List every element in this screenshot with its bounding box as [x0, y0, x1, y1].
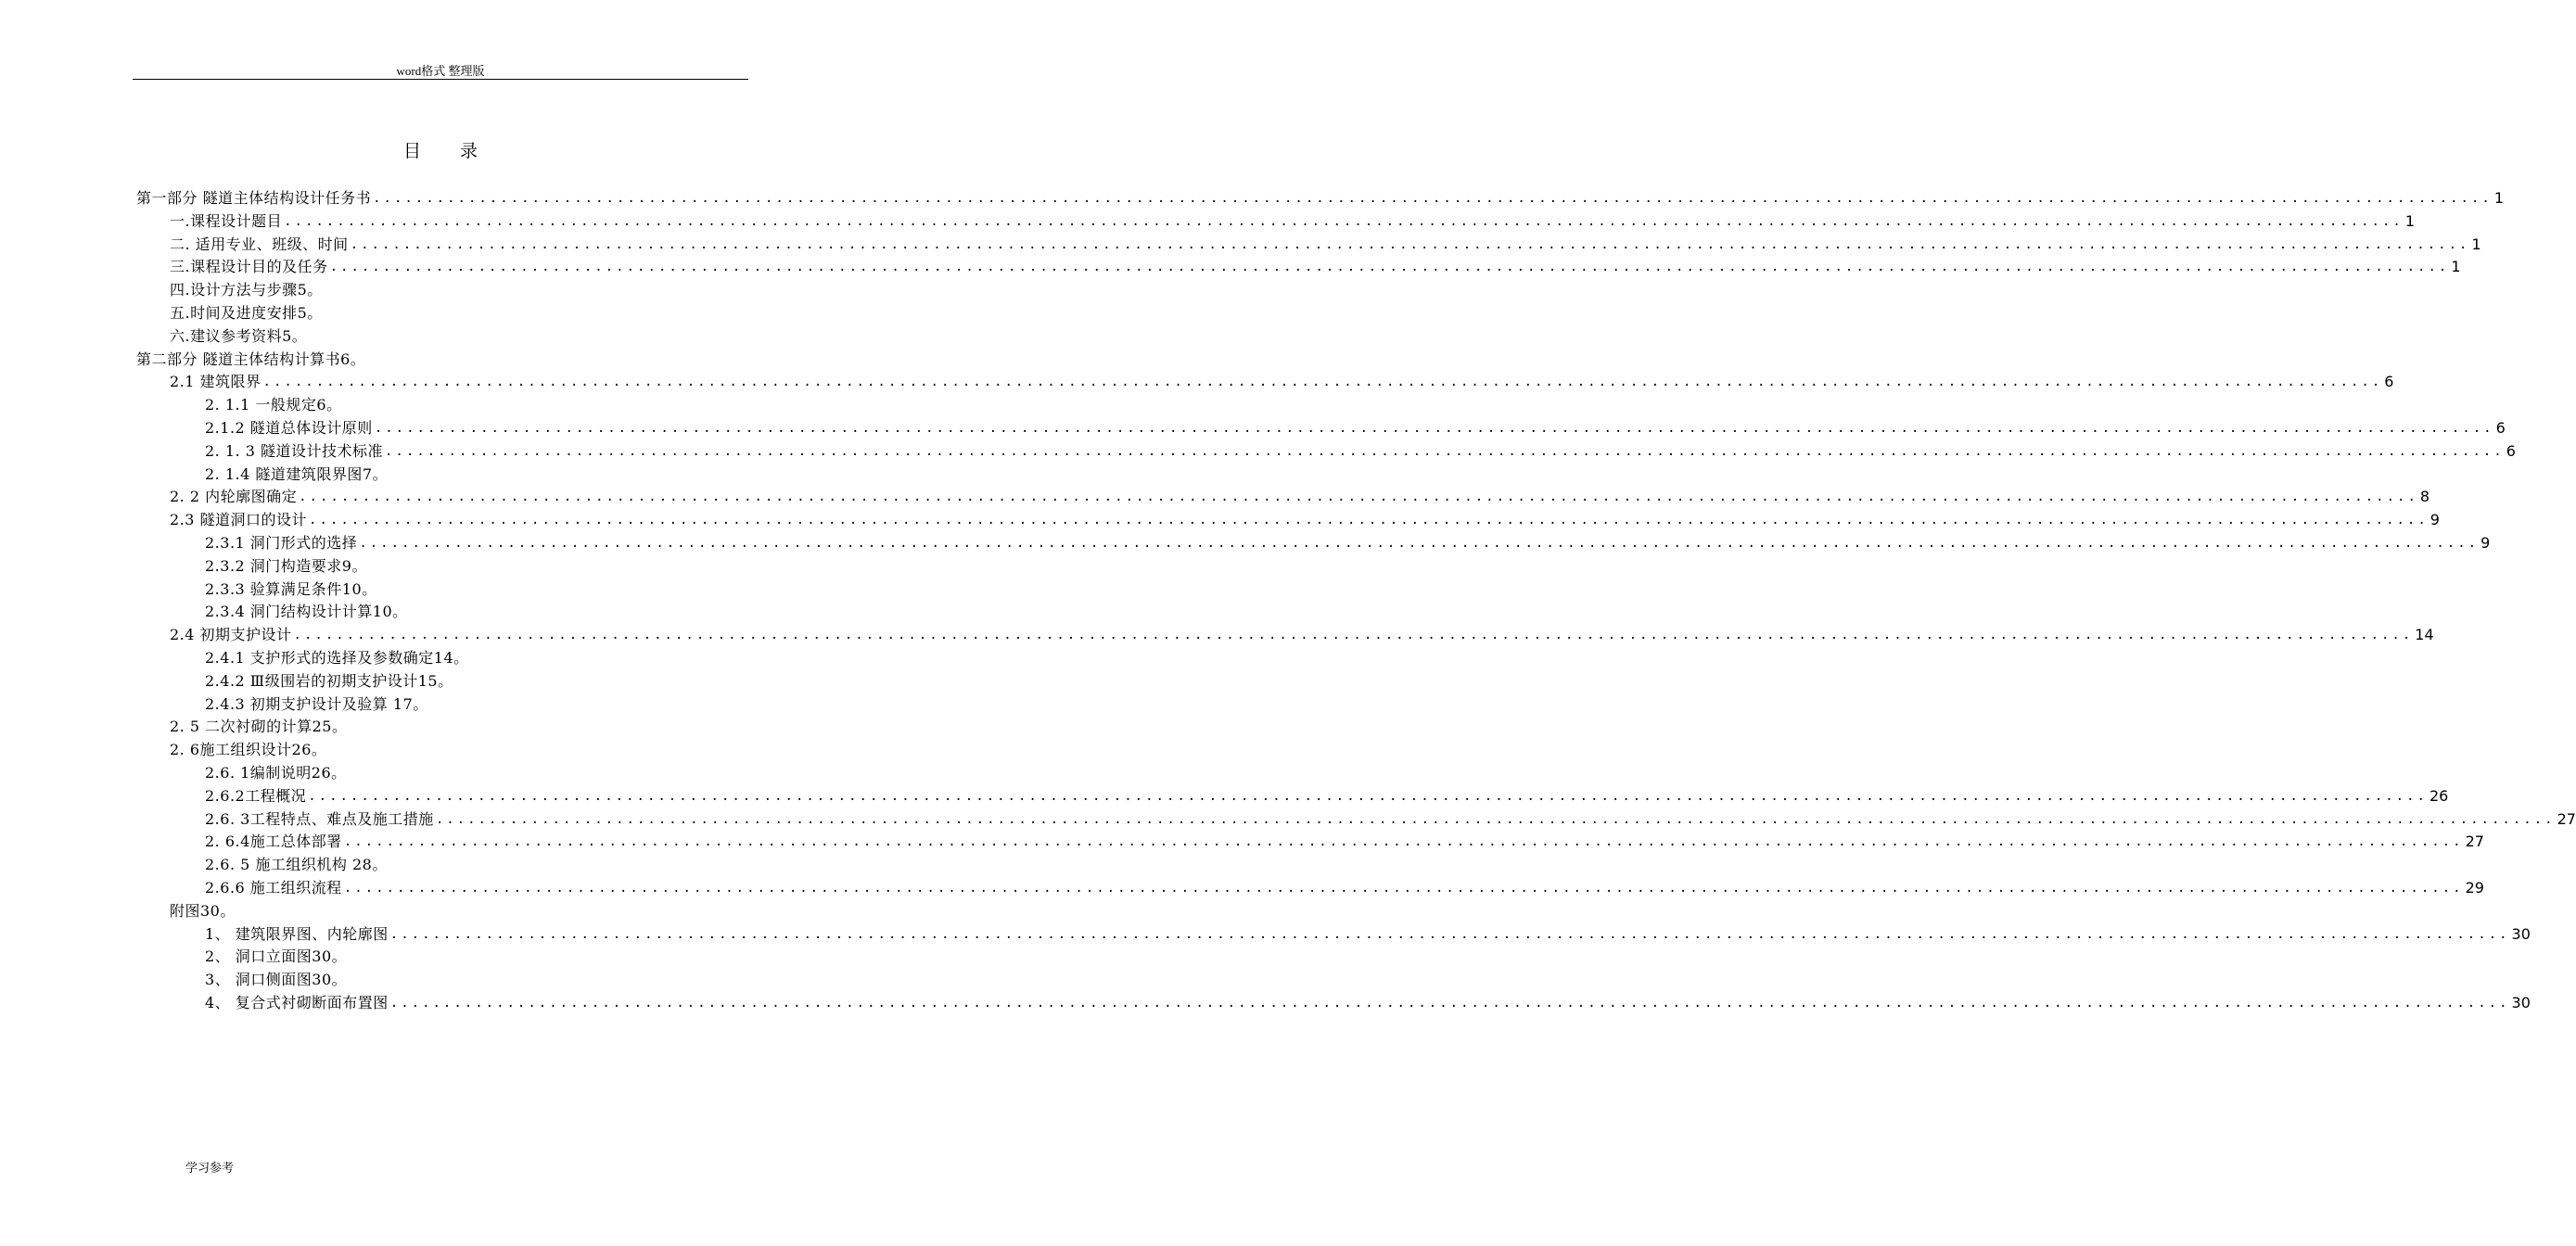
toc-entry[interactable] [205, 414, 2506, 438]
toc-dot-leader: ........................................................................................................................................................................................................ [359, 536, 2480, 551]
toc-entry[interactable] [205, 921, 2531, 944]
toc-entry-page: 1 [2471, 235, 2481, 253]
toc-entry-label: 2.4 初期支护设计 [170, 626, 292, 644]
toc-entry[interactable] [170, 299, 323, 323]
toc-entry-page: 27 [2465, 833, 2484, 851]
toc-dot-leader: ........................................................................................................................................................................................................ [374, 421, 2494, 436]
toc-entry-page: 27 [2557, 809, 2576, 828]
toc-entry[interactable] [170, 506, 2440, 529]
toc-entry-label: 第一部分 隧道主体结构设计任务书 [136, 189, 372, 207]
toc-entry-label: 三.课程设计目的及任务 [170, 258, 328, 276]
toc-title: 目 录 [402, 141, 495, 161]
toc-entry[interactable] [205, 943, 347, 966]
toc-entry[interactable] [170, 253, 2461, 276]
toc-entry[interactable] [170, 208, 2416, 231]
toc-dot-leader: ........................................................................................................................................................................................................ [293, 628, 2414, 643]
toc-entry[interactable] [205, 759, 347, 782]
toc-entry-label: 2. 5 二次衬砌的计算25。 [170, 718, 348, 736]
toc-entry-label: 2.4.3 初期支护设计及验算 17。 [205, 694, 428, 713]
toc-entry-label: 2. 1.1 一般规定6。 [205, 396, 342, 414]
toc-entry[interactable] [205, 989, 2531, 1012]
toc-entry[interactable] [205, 438, 2516, 461]
toc-entry-label: 4、 复合式衬砌断面布置图 [205, 994, 389, 1011]
toc-entry-label: 2.6. 1编制说明26。 [205, 764, 347, 782]
toc-dot-leader: ........................................................................................................................................................................................................ [373, 191, 2493, 206]
toc-entry-label: 附图30。 [170, 901, 236, 920]
page-footer: 学习参考 [185, 1162, 235, 1176]
toc-entry[interactable] [205, 691, 428, 714]
page-header: word格式 整理版 [396, 64, 485, 78]
toc-entry-label: 2.3.2 洞门构造要求9。 [205, 556, 367, 575]
toc-entry[interactable] [205, 644, 469, 668]
toc-entry-page: 1 [2404, 211, 2416, 230]
toc-entry[interactable] [205, 553, 367, 576]
toc-entry-page: 30 [2511, 994, 2531, 1011]
toc-entry[interactable] [205, 828, 2484, 851]
toc-entry[interactable] [170, 231, 2481, 254]
toc-entry-page: 30 [2511, 924, 2531, 943]
toc-entry[interactable] [205, 806, 2576, 829]
toc-entry-label: 五.时间及进度安排5。 [170, 304, 323, 322]
toc-entry[interactable] [205, 461, 388, 484]
toc-entry[interactable] [170, 483, 2430, 506]
toc-dot-leader: ........................................................................................................................................................................................................ [343, 881, 2464, 896]
toc-entry[interactable] [170, 897, 236, 921]
toc-entry-page: 26 [2429, 786, 2449, 805]
toc-entry-page: 29 [2465, 879, 2484, 896]
toc-entry-label: 一.课程设计题目 [170, 211, 283, 230]
toc-entry-page: 1 [2493, 189, 2505, 207]
toc-entry-label: 2、 洞口立面图30。 [205, 947, 348, 966]
toc-entry-page: 14 [2415, 626, 2434, 644]
toc-entry[interactable] [170, 368, 2394, 391]
toc-entry-label: 2.4.1 支护形式的选择及参数确定14。 [205, 649, 469, 667]
toc-entry-label: 2.6. 3工程特点、难点及施工措施 [205, 809, 434, 828]
toc-entry[interactable] [170, 713, 347, 736]
toc-entry[interactable] [205, 851, 388, 874]
toc-dot-leader: ........................................................................................................................................................................................................ [309, 513, 2429, 528]
toc-entry[interactable] [205, 668, 453, 691]
toc-entry-label: 2. 1. 3 隧道设计技术标准 [205, 441, 383, 460]
toc-entry-label: 第二部分 隧道主体结构计算书6。 [136, 350, 366, 368]
toc-dot-leader: ........................................................................................................................................................................................................ [262, 375, 2383, 390]
toc-entry[interactable] [136, 346, 365, 369]
toc-entry[interactable] [170, 323, 307, 346]
toc-entry-page: 9 [2480, 534, 2491, 552]
toc-entry-label: 2. 6.4施工总体部署 [205, 833, 342, 851]
toc-entry-label: 2.3.1 洞门形式的选择 [205, 534, 358, 552]
toc-entry[interactable] [205, 529, 2491, 553]
toc-dot-leader: ........................................................................................................................................................................................................ [384, 443, 2505, 459]
toc-entry[interactable] [136, 184, 2505, 208]
toc-entry-label: 1、 建筑限界图、内轮廓图 [205, 924, 389, 943]
toc-entry-label: 2.1 建筑限界 [170, 373, 261, 391]
toc-entry-page: 6 [2495, 419, 2506, 437]
toc-entry-page: 6 [2506, 441, 2516, 460]
toc-entry-label: 二. 适用专业、班级、时间 [170, 235, 349, 253]
toc-entry-label: 四.设计方法与步骤5。 [170, 281, 323, 299]
toc-entry-label: 2.6.2工程概况 [205, 786, 307, 805]
header-rule [133, 79, 748, 80]
toc-dot-leader: ........................................................................................................................................................................................................ [308, 788, 2428, 804]
toc-entry-label: 2. 1.4 隧道建筑限界图7。 [205, 464, 389, 483]
toc-entry-page: 6 [2384, 373, 2394, 391]
toc-entry-label: 2.1.2 隧道总体设计原则 [205, 419, 373, 437]
toc-entry[interactable] [170, 276, 323, 299]
toc-entry[interactable] [205, 782, 2449, 806]
toc-dot-leader: ........................................................................................................................................................................................................ [299, 490, 2418, 505]
toc-entry-label: 2.4.2 Ⅲ级围岩的初期支护设计15。 [205, 671, 453, 690]
toc-entry-label: 2.3.3 验算满足条件10。 [205, 579, 377, 598]
toc-entry-page: 1 [2451, 258, 2461, 276]
toc-entry-label: 2.3.4 洞门结构设计计算10。 [205, 603, 408, 621]
toc-entry[interactable] [205, 966, 347, 989]
toc-dot-leader: ........................................................................................................................................................................................................ [389, 996, 2510, 1011]
toc-dot-leader: ........................................................................................................................................................................................................ [435, 811, 2556, 827]
toc-entry-label: 2. 6施工组织设计26。 [170, 741, 327, 759]
toc-dot-leader: ........................................................................................................................................................................................................ [350, 236, 2470, 252]
toc-dot-leader: ........................................................................................................................................................................................................ [343, 834, 2464, 850]
toc-entry[interactable] [170, 736, 326, 759]
toc-entry-label: 2.3 隧道洞口的设计 [170, 511, 308, 529]
toc-entry-page: 8 [2419, 488, 2430, 506]
toc-entry-label: 3、 洞口侧面图30。 [205, 971, 348, 989]
toc-entry[interactable] [205, 391, 342, 414]
toc-entry-label: 2.6. 5 施工组织机构 28。 [205, 856, 388, 874]
toc-entry[interactable] [170, 621, 2434, 644]
toc-entry-label: 六.建议参考资料5。 [170, 326, 308, 345]
toc-dot-leader: ........................................................................................................................................................................................................ [329, 260, 2450, 275]
toc-entry[interactable] [205, 874, 2484, 897]
toc-entry[interactable] [205, 576, 377, 599]
toc-entry-page: 9 [2429, 511, 2440, 529]
toc-entry-label: 2. 2 内轮廓图确定 [170, 488, 298, 506]
toc-entry[interactable] [205, 598, 408, 621]
toc-dot-leader: ........................................................................................................................................................................................................ [284, 213, 2404, 229]
toc-entry-label: 2.6.6 施工组织流程 [205, 879, 342, 896]
toc-dot-leader: ........................................................................................................................................................................................................ [389, 926, 2510, 942]
